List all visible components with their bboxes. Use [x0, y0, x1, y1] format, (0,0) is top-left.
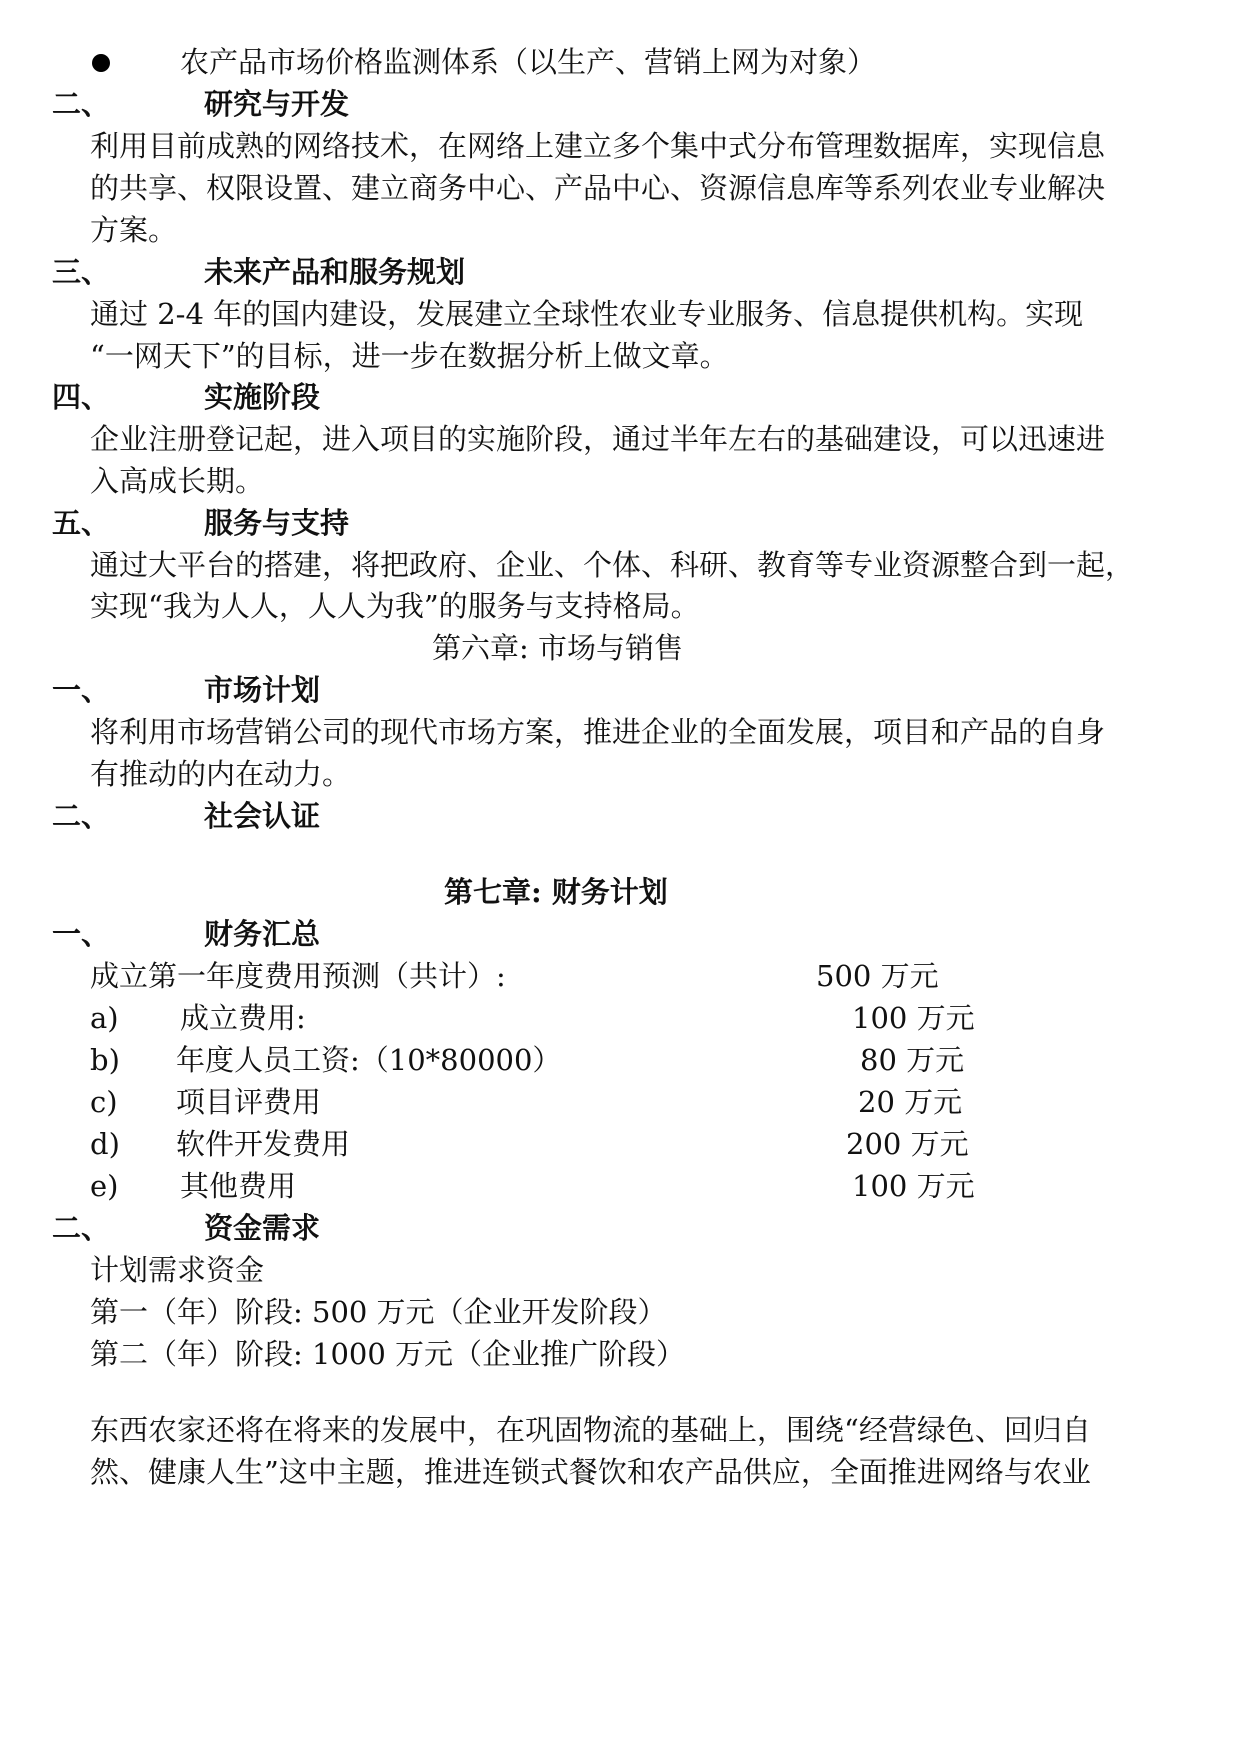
paragraph-line: 企业注册登记起，进入项目的实施阶段，通过半年左右的基础建设，可以迅速进 — [90, 422, 1106, 456]
funding-line: 计划需求资金 — [90, 1253, 265, 1287]
budget-item-key: e) — [90, 1169, 119, 1203]
budget-item-label: 年度人员工资:（10*80000） — [176, 1043, 562, 1077]
paragraph-line: 入高成长期。 — [90, 464, 265, 498]
budget-item-key: a) — [90, 1001, 119, 1035]
section-heading: 资金需求 — [204, 1211, 321, 1245]
chapter-title: 第七章: 财务计划 — [444, 875, 668, 909]
budget-item-value: 100 万元 — [852, 1001, 975, 1035]
budget-item-value: 80 万元 — [860, 1043, 965, 1077]
bullet-icon — [92, 54, 110, 72]
budget-item-label: 成立费用: — [180, 1001, 306, 1035]
section-heading: 实施阶段 — [204, 380, 321, 414]
section-heading: 财务汇总 — [204, 917, 321, 951]
section-number: 五、 — [52, 506, 111, 540]
budget-item-key: d) — [90, 1127, 120, 1161]
paragraph-line: 实现“我为人人，人人为我”的服务与支持格局。 — [90, 589, 700, 623]
section-number: 二、 — [52, 1211, 111, 1245]
section-number: 一、 — [52, 673, 111, 707]
paragraph-line: 将利用市场营销公司的现代市场方案，推进企业的全面发展，项目和产品的自身 — [90, 715, 1106, 749]
bullet-text: 农产品市场价格监测体系（以生产、营销上网为对象） — [180, 45, 877, 79]
paragraph-line: 通过 2-4 年的国内建设，发展建立全球性农业专业服务、信息提供机构。实现 — [90, 297, 1084, 331]
closing-line: 然、健康人生”这中主题，推进连锁式餐饮和农产品供应，全面推进网络与农业 — [90, 1455, 1091, 1489]
section-heading: 社会认证 — [204, 799, 321, 833]
section-number: 一、 — [52, 917, 111, 951]
section-number: 二、 — [52, 87, 111, 121]
budget-summary-label: 成立第一年度费用预测（共计）: — [90, 959, 506, 993]
budget-item-key: c) — [90, 1085, 118, 1119]
paragraph-line: 利用目前成熟的网络技术，在网络上建立多个集中式分布管理数据库，实现信息 — [90, 129, 1106, 163]
section-heading: 服务与支持 — [204, 506, 350, 540]
funding-line: 第一（年）阶段: 500 万元（企业开发阶段） — [90, 1295, 667, 1329]
budget-item-value: 200 万元 — [846, 1127, 969, 1161]
paragraph-line: 的共享、权限设置、建立商务中心、产品中心、资源信息库等系列农业专业解决 — [90, 171, 1106, 205]
budget-summary-value: 500 万元 — [816, 959, 939, 993]
closing-line: 东西农家还将在将来的发展中，在巩固物流的基础上，围绕“经营绿色、回归自 — [90, 1413, 1091, 1447]
section-number: 四、 — [52, 380, 111, 414]
paragraph-line: 方案。 — [90, 213, 178, 247]
section-heading: 研究与开发 — [204, 87, 350, 121]
budget-item-label: 软件开发费用 — [176, 1127, 351, 1161]
paragraph-line: 通过大平台的搭建，将把政府、企业、个体、科研、教育等专业资源整合到一起， — [90, 548, 1135, 582]
paragraph-line: “一网天下”的目标，进一步在数据分析上做文章。 — [90, 339, 729, 373]
budget-item-label: 其他费用 — [180, 1169, 297, 1203]
budget-item-value: 100 万元 — [852, 1169, 975, 1203]
section-number: 二、 — [52, 799, 111, 833]
budget-item-key: b) — [90, 1043, 120, 1077]
budget-item-value: 20 万元 — [858, 1085, 963, 1119]
paragraph-line: 有推动的内在动力。 — [90, 757, 352, 791]
funding-line: 第二（年）阶段: 1000 万元（企业推广阶段） — [90, 1337, 686, 1371]
section-heading: 市场计划 — [204, 673, 321, 707]
section-number: 三、 — [52, 255, 111, 289]
section-heading: 未来产品和服务规划 — [204, 255, 466, 289]
budget-item-label: 项目评费用 — [176, 1085, 322, 1119]
chapter-title: 第六章: 市场与销售 — [432, 631, 683, 665]
